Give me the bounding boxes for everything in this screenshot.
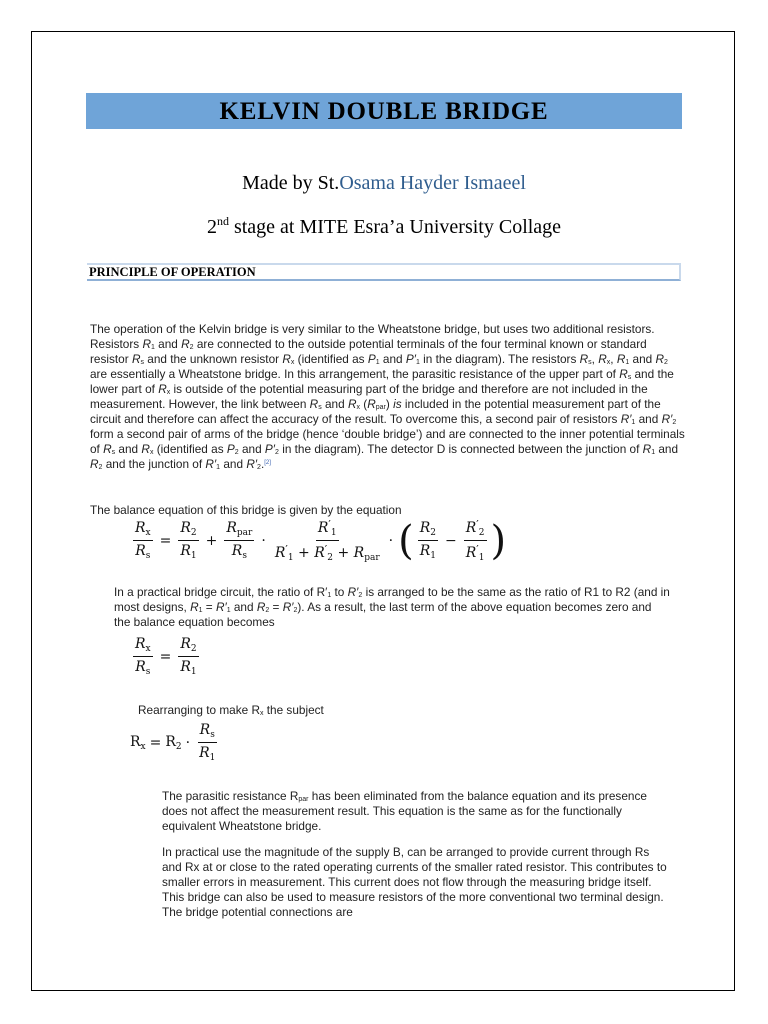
balance-equation: $\frac{R_x}{R_s}$ = $\frac{R_2}{R_1}$ + $\frac{R_{par}}{R_s}$ · $\frac{R'_1}{R'_1 + R'_2 + R_{par}}$ · ( $\frac{R_2}{R_1}$ − $\frac{R'_2}{R'_1}$ ) (135, 517, 507, 564)
rearranging-text: Rearranging to make $R_x$ the subject (138, 703, 324, 717)
parasitic-body: has been eliminated from the balance equation and its presence does not affect the measurement result. This equation is the same as for the functionally equivalent Wheatstone bridge. (162, 789, 647, 833)
stage-ordinal-suffix: nd (216, 214, 229, 228)
rearranging-tail: the subject (263, 703, 324, 717)
practical-bridge-paragraph: In a practical bridge circuit, the ratio of $R'_1$ to $R'_2$ is arranged to be the same as the ratio of R1 to R2 (and in most designs, $R_1 = R'_1$ and $R_2 = R'_2$). As a result, the last term of the above equation becomes zero and the balance equation becomes (114, 585, 670, 629)
simplified-equation: $\frac{R_x}{R_s}$ = $\frac{R_2}{R_1}$ (135, 636, 197, 677)
document-title: KELVIN DOUBLE BRIDGE (86, 93, 682, 129)
section-heading: PRINCIPLE OF OPERATION (87, 263, 681, 281)
parasitic-lead: The parasitic resistance R (162, 789, 299, 803)
operation-paragraph: The operation of the Kelvin bridge is very similar to the Wheatstone bridge, but uses two additional resistors. Resistors $R_1$ and $R_2$ are connected to the outside potential terminals of the four terminal known or standard resistor $R_s$ and the unknown resistor $R_x$ (identified as $P_1$ and $P'_1$ in the diagram). The resistors $R_s$, $R_x$, $R_1$ and $R_2$ are essentially a Wheatstone bridge. In this arrangement, the parasitic resistance of the upper part of $R_s$ and the lower part of $R_x$ is outside of the potential measuring part of the bridge and therefore are not included in the measurement. However, the link between $R_s$ and $R_x$ $(R_{par})$ is included in the potential measurement part of the circuit and therefore can affect the accuracy of the result. To overcome this, a second pair of resistors $R'_1$ and $R'_2$ form a second pair of arms of the bridge (hence ‘double bridge’) and are connected to the inner potential terminals of $R_s$ and $R_x$ (identified as $P_2$ and $P'_2$ in the diagram). The detector D is connected between the junction of $R_1$ and $R_2$ and the junction of $R'_1$ and $R'_2.[2]$ (90, 322, 685, 471)
parasitic-paragraph: The parasitic resistance $R_{par}$ has been eliminated from the balance equation and its presence does not affect the measurement result. This equation is the same as for the functionally equivalent Wheatstone bridge. (162, 789, 647, 833)
made-by-prefix: Made by St. (242, 172, 340, 194)
practical-use-paragraph: In practical use the magnitude of the supply B, can be arranged to provide current through Rs and Rx at or close to the rated operating currents of the smaller rated resistor. This contributes to smaller errors in measurement. This current does not flow through the measuring bridge itself. This bridge can also be used to measure resistors of the more conventional two terminal design. The bridge potential connections are (162, 845, 667, 919)
author-name: Osama Hayder Ismaeel (339, 172, 526, 194)
stage-number: 2 (206, 216, 217, 238)
balance-intro: The balance equation of this bridge is given by the equation (90, 503, 402, 517)
stage-line (0, 216, 768, 239)
made-by-line (0, 172, 768, 195)
practical-intro: In a practical bridge circuit, the ratio of R′ (114, 585, 328, 599)
reference-mark[interactable]: [2] (264, 460, 271, 466)
stage-text: stage at MITE Esra’a University Collage (228, 216, 562, 238)
rearranging-lead: Rearranging to make R (138, 703, 260, 717)
rx-equation: $R_x$ = $R_2$ · $\frac{R_s}{R_1}$ (130, 722, 216, 763)
